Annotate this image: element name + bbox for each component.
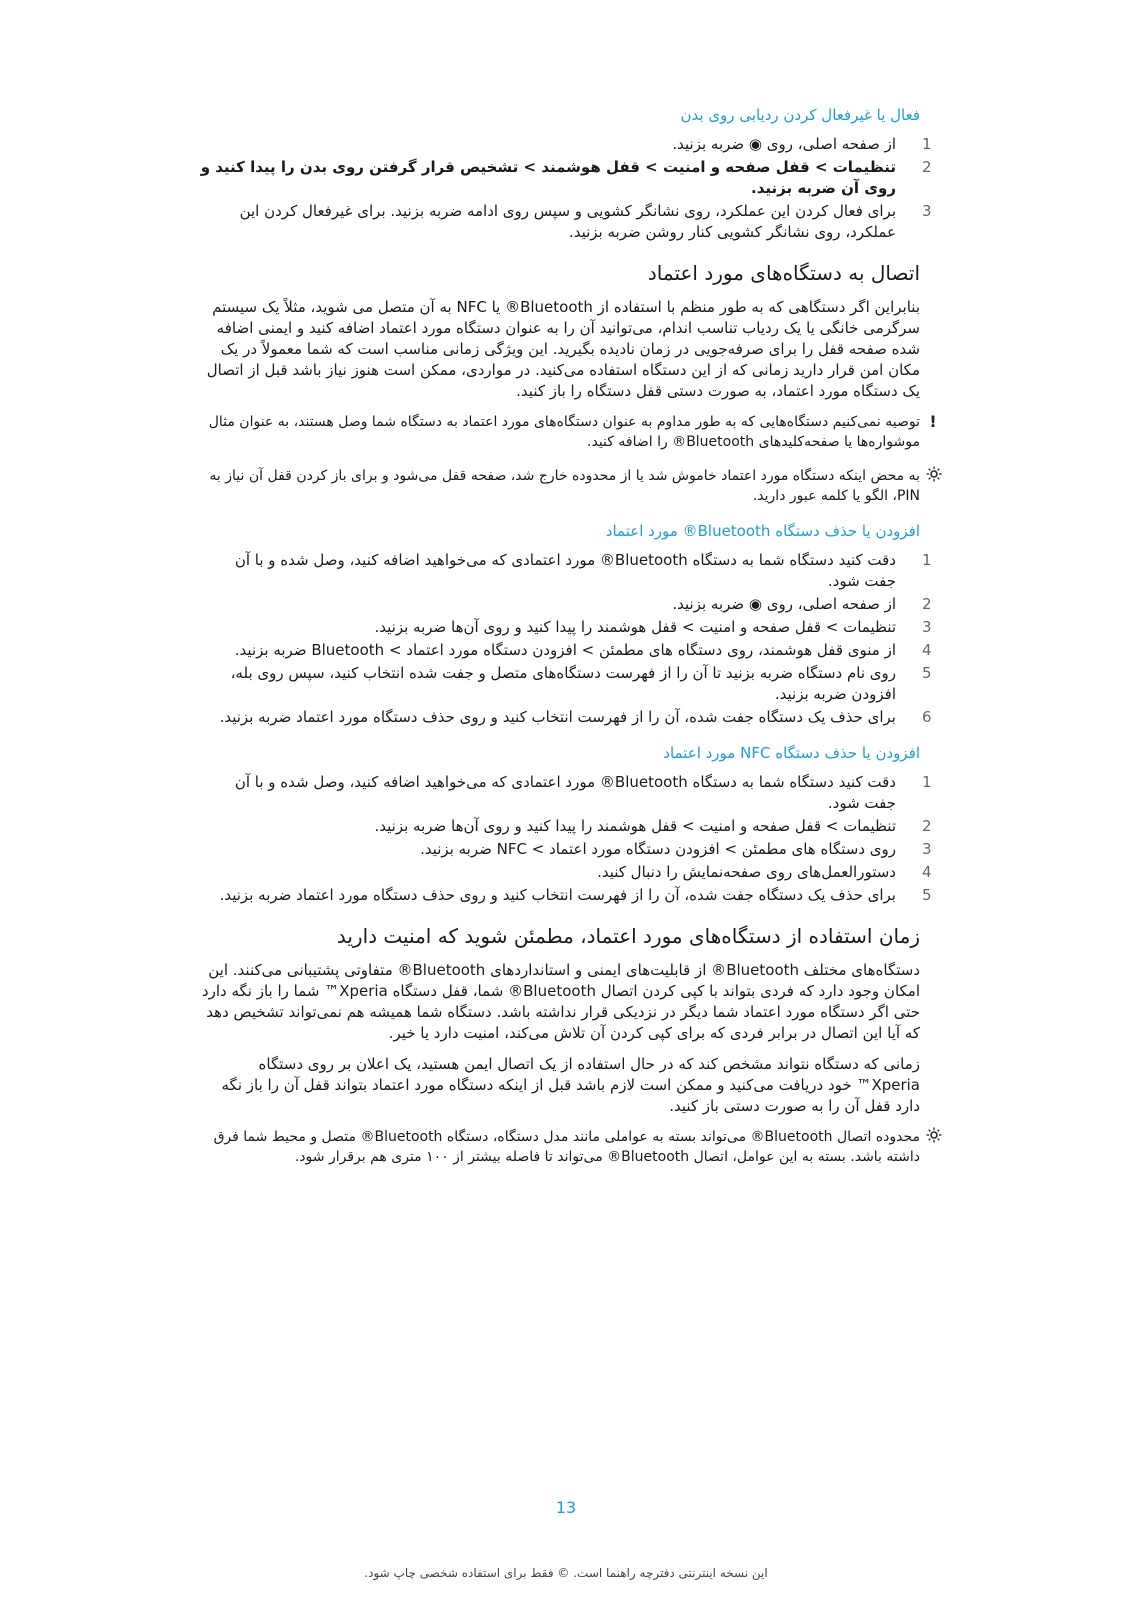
step-text: از صفحه اصلی، روی ◉ ضربه بزنید. — [672, 595, 896, 613]
warning-note — [200, 412, 937, 452]
step-number: 2 — [922, 158, 932, 176]
step-text: برای حذف یک دستگاه جفت شده، آن را از فهرست انتخاب کنید و روی حذف دستگاه مورد اعتماد ضربه بزنید. — [219, 886, 896, 904]
step-text: دقت کنید دستگاه شما به دستگاه Bluetooth® مورد اعتمادی که می‌خواهید اضافه کنید، وصل شده و با آن جفت شود. — [234, 773, 896, 812]
list-item — [200, 839, 932, 860]
steps-body-detection — [200, 134, 932, 243]
tip-text: به محض اینکه دستگاه مورد اعتماد خاموش شد یا از محدوده خارج شد، صفحه قفل می‌شود و برای باز کردن قفل آن نیاز به PIN، الگو یا کلمه عبور دارید. — [209, 468, 920, 504]
list-item — [200, 862, 932, 883]
list-item — [200, 816, 932, 837]
list-item — [200, 157, 932, 199]
page-number: 13 — [555, 1498, 577, 1517]
paragraph-trusted-devices: بنابراین اگر دستگاهی که به طور منظم با استفاده از Bluetooth® یا NFC به آن متصل می شوید، مثلاً یک سیستم سرگرمی خانگی یا یک ردیاب تناسب اندام، می‌توانید آن را به عنوان دستگاه مورد اعتماد اضافه کنید و ایمنی اضافه شده صفحه قفل را برای صرفه‌جویی در زمان نادیده بگیرید. این ویژگی زمانی مناسب است که شما معمولاً در یک مکان امن قرار دارید زمانی که از این دستگاه استفاده می‌کنید. در مواردی، ممکن است هنوز نیاز باشد قبل از اتصال یک دستگاه مورد اعتماد، به صورت دستی قفل دستگاه را باز کنید. — [206, 298, 920, 400]
step-text: دقت کنید دستگاه شما به دستگاه Bluetooth® مورد اعتمادی که می‌خواهید اضافه کنید، وصل شده و با آن جفت شود. — [234, 551, 896, 590]
list-item — [200, 550, 932, 592]
step-text: تنظیمات > قفل صفحه و امنیت > قفل هوشمند را پیدا کنید و روی آن‌ها ضربه بزنید. — [374, 618, 896, 636]
step-number: 5 — [922, 886, 932, 904]
step-number: 3 — [922, 840, 932, 858]
footer-note: این نسخه اینترنتی دفترچه راهنما است. © فقط برای استفاده شخصی چاپ شود. — [364, 1566, 768, 1580]
list-item — [200, 663, 932, 705]
step-number: 1 — [922, 773, 932, 791]
list-item — [200, 640, 932, 661]
step-number: 1 — [922, 135, 932, 153]
step-number: 3 — [922, 202, 932, 220]
list-item — [200, 707, 932, 728]
list-item — [200, 617, 932, 638]
steps-nfc-trusted — [200, 772, 932, 906]
step-text: روی دستگاه های مطمئن > افزودن دستگاه مورد اعتماد > NFC ضربه بزنید. — [420, 840, 896, 858]
paragraph-security-2: زمانی که دستگاه نتواند مشخص کند که در حال استفاده از یک اتصال ایمن هستید، یک اعلان بر روی دستگاه Xperia™ خود دریافت می‌کنید و ممکن است لازم باشد قبل از اینکه دستگاه مورد اعتماد بتواند قفل آن را باز نگه دارد قفل آن را به صورت دستی باز کنید. — [221, 1055, 920, 1115]
step-number: 3 — [922, 618, 932, 636]
paragraph-security-1: دستگاه‌های مختلف Bluetooth® از قابلیت‌های ایمنی و استانداردهای Bluetooth® متفاوتی پشتیبانی می‌کنند. این امکان وجود دارد که فردی بتواند با کپی کردن اتصال Bluetooth® شما، قفل دستگاه Xperia™ شما را باز نگه دارد حتی اگر دستگاه مورد اعتماد شما دیگر در نزدیکی قرار نداشته باشد. دستگاه شما همیشه هم نمی‌تواند تشخیص دهد که آیا این اتصال در برابر فردی که برای کپی کردن آن تلاش می‌کند، امنیت دارد یا خیر. — [201, 961, 920, 1042]
list-item — [200, 885, 932, 906]
step-number: 1 — [922, 551, 932, 569]
steps-bluetooth-trusted — [200, 550, 932, 728]
step-text: برای فعال کردن این عملکرد، روی نشانگر کشویی و سپس روی ادامه ضربه بزنید. برای غیرفعال کردن این عملکرد، روی نشانگر کشویی کنار روشن ضربه بزنید. — [239, 202, 896, 241]
step-text: تنظیمات > قفل صفحه و امنیت > قفل هوشمند > تشخیص قرار گرفتن روی بدن را پیدا کنید و روی آن ضربه بزنید. — [200, 158, 896, 197]
tip-text: محدوده اتصال Bluetooth® می‌تواند بسته به عواملی مانند مدل دستگاه، دستگاه Bluetooth® متصل و محیط شما فرق داشته باشد. بسته به این عوامل، اتصال Bluetooth® می‌تواند تا فاصله بیشتر از ۱۰۰ متری هم برقرار شود. — [213, 1129, 920, 1165]
step-text: تنظیمات > قفل صفحه و امنیت > قفل هوشمند را پیدا کنید و روی آن‌ها ضربه بزنید. — [374, 817, 896, 835]
step-number: 5 — [922, 664, 932, 682]
tip-note — [200, 466, 920, 506]
warning-text: توصیه نمی‌کنیم دستگاه‌هایی که به طور مداوم به عنوان دستگاه‌های مورد اعتماد به دستگاه شما وصل هستند، به عنوان مثال موشواره‌ها یا صفحه‌کلیدهای Bluetooth® را اضافه کنید. — [208, 414, 920, 450]
section-title-body-detection: فعال یا غیرفعال کردن ردیابی روی بدن — [680, 106, 920, 124]
list-item — [200, 134, 932, 155]
step-number: 6 — [922, 708, 932, 726]
heading-trusted-devices: اتصال به دستگاه‌های مورد اعتماد — [647, 261, 920, 285]
step-number: 2 — [922, 817, 932, 835]
step-number: 4 — [922, 863, 932, 881]
page-content — [200, 104, 937, 1181]
step-number: 2 — [922, 595, 932, 613]
section-title-bluetooth-trusted: افزودن یا حذف دستگاه Bluetooth® مورد اعتماد — [605, 522, 920, 540]
step-text: روی نام دستگاه ضربه بزنید تا آن را از فهرست دستگاه‌های متصل و جفت شده انتخاب کنید، سپس روی بله، افزودن ضربه بزنید. — [230, 664, 896, 703]
exclamation-icon: ! — [929, 412, 937, 431]
lightbulb-icon — [924, 466, 942, 486]
list-item — [200, 201, 932, 243]
lightbulb-icon — [924, 1127, 942, 1147]
list-item — [200, 594, 932, 615]
list-item — [200, 772, 932, 814]
heading-security: زمان استفاده از دستگاه‌های مورد اعتماد، مطمئن شوید که امنیت دارید — [336, 924, 920, 948]
step-text: برای حذف یک دستگاه جفت شده، آن را از فهرست انتخاب کنید و روی حذف دستگاه مورد اعتماد ضربه بزنید. — [219, 708, 896, 726]
section-title-nfc-trusted: افزودن یا حذف دستگاه NFC مورد اعتماد — [663, 744, 920, 762]
step-number: 4 — [922, 641, 932, 659]
step-text: از صفحه اصلی، روی ◉ ضربه بزنید. — [672, 135, 896, 153]
tip-note — [200, 1127, 920, 1167]
step-text: دستورالعمل‌های روی صفحه‌نمایش را دنبال کنید. — [597, 863, 896, 881]
step-text: از منوی قفل هوشمند، روی دستگاه های مطمئن > افزودن دستگاه مورد اعتماد > Bluetooth ضربه بزنید. — [234, 641, 896, 659]
